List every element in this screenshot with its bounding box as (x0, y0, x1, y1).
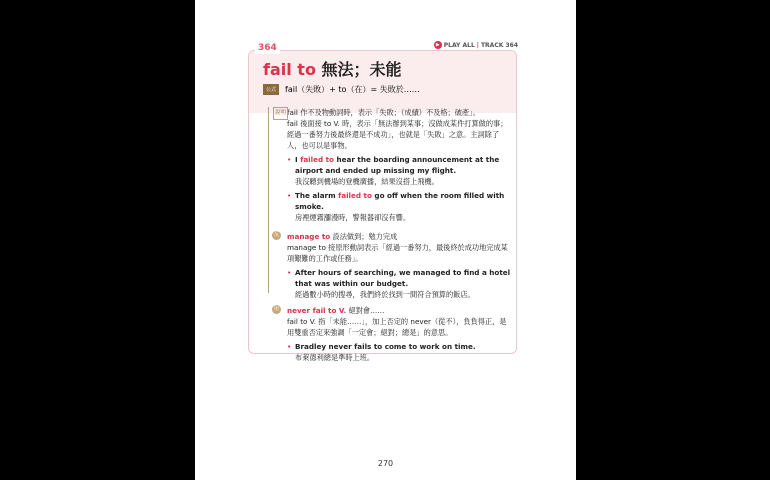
entry-title (263, 57, 502, 80)
formula (263, 84, 502, 95)
explain-text: fail 後面接 to V. 時，表示「無法辦到某事；沒做成某件打算做的事；經過一番努力後最終還是不成功」，也就是「失敗」之意。主詞除了人，也可以是事物。 (287, 119, 508, 150)
separator: | (476, 41, 479, 49)
formula-tag: 公式 (263, 84, 279, 95)
example (287, 190, 511, 223)
example-highlight: failed to (338, 191, 372, 200)
antonym (263, 231, 511, 300)
example-text: go off when the room filled with smoke. (295, 191, 505, 211)
entry-card (248, 50, 517, 362)
example (287, 154, 511, 187)
example-text: I (295, 155, 301, 164)
example-translation: 布萊德利總是準時上班。 (295, 353, 375, 362)
example-highlight: failed to (300, 155, 334, 164)
entry-header (249, 51, 516, 113)
example (287, 341, 511, 363)
derived-term: never fail to V. (287, 306, 347, 315)
track-label: TRACK 364 (480, 41, 518, 49)
example-text: The alarm (295, 191, 339, 200)
book-page (195, 0, 576, 480)
entry-body (263, 107, 511, 368)
example-translation: 房裡煙霧瀰漫時，警報器卻沒有響。 (295, 213, 411, 222)
derived-badge: 衍 (273, 306, 279, 312)
title-zh: 無法；未能 (321, 60, 402, 79)
derived-meaning: 絕對會…… (348, 306, 385, 315)
example-text: hear the boarding announcement at the airport and ended up missing my flight. (295, 155, 500, 175)
formula-text: fail（失敗）+ to（在）= 失敗於…… (285, 85, 420, 94)
example-translation: 我沒聽到機場的登機廣播，結果沒搭上飛機。 (295, 177, 439, 186)
play-icon: ▶ (434, 41, 442, 49)
antonym-badge: 反 (273, 232, 279, 238)
play-all-label: PLAY ALL (443, 41, 475, 49)
antonym-desc: manage to 接原形動詞表示「經過一番努力，最後終於成功地完成某項艱難的工作或任務」。 (287, 243, 508, 263)
explain-text: fail 作不及物動詞時，表示「失敗；（成績）不及格；破產」。 (287, 108, 480, 117)
example-text: After hours of searching, we managed to find a hotel that was within our budget. (295, 268, 511, 288)
derived-desc: fail to V. 指「未能……」，加上否定的 never（從不），負負得正，是用雙重否定來強調「一定會；絕對；總是」的意思。 (287, 317, 507, 337)
example-text: Bradley never fails to come to work on time. (295, 342, 476, 351)
example-translation: 經過數小時的搜尋，我們終於找到一間符合預算的飯店。 (295, 290, 475, 299)
explanation (263, 107, 511, 223)
explain-tag: 說明 (273, 107, 288, 120)
play-all-button[interactable] (434, 41, 518, 49)
entry-number: 364 (255, 43, 280, 54)
derived (263, 305, 511, 363)
page-number: 270 (377, 459, 394, 468)
title-en: fail to (263, 60, 316, 79)
antonym-term: manage to (287, 232, 331, 241)
example (287, 267, 511, 300)
antonym-meaning: 設法做到；勉力完成 (332, 232, 398, 241)
